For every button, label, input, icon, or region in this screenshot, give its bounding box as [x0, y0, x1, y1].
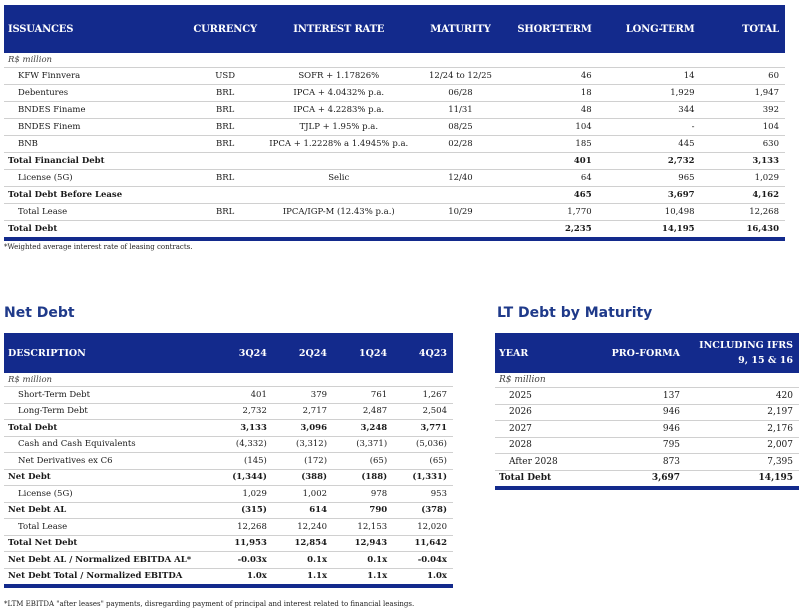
row-value: -0.04x [393, 552, 453, 569]
row-long-term: 2,732 [598, 153, 701, 170]
row-description: Cash and Cash Equivalents [4, 436, 212, 453]
row-description: Total Net Debt [4, 535, 212, 552]
row-value: 1.0x [212, 568, 273, 586]
row-interest-rate: IPCA + 4.2283% p.a. [260, 102, 418, 119]
row-year: 2027 [495, 421, 593, 438]
unit-label: R$ million [495, 373, 799, 388]
row-maturity [418, 221, 504, 240]
row-value: (65) [393, 453, 453, 470]
row-currency: USD [190, 68, 259, 85]
unit-row [4, 53, 785, 68]
lt-debt-header-row [495, 333, 799, 373]
lt-debt-title: LT Debt by Maturity [497, 305, 653, 321]
row-value: (1,344) [212, 469, 273, 486]
row-total: 1,029 [701, 170, 785, 187]
row-long-term: 1,929 [598, 85, 701, 102]
row-description: Net Debt AL [4, 502, 212, 519]
unit-label: R$ million [4, 53, 785, 68]
row-description: Net Debt AL / Normalized EBITDA AL* [4, 552, 212, 569]
row-short-term: 401 [503, 153, 597, 170]
row-currency [190, 187, 259, 204]
table-row [4, 85, 785, 102]
row-total: 12,268 [701, 204, 785, 221]
row-value: 12,020 [393, 519, 453, 536]
unit-label: R$ million [4, 373, 453, 387]
row-value: 1.1x [273, 568, 333, 586]
table-row [4, 136, 785, 153]
lt-debt-table [495, 333, 799, 490]
unit-row [495, 373, 799, 388]
row-value: 1,267 [393, 387, 453, 404]
row-interest-rate: IPCA + 1.2228% a 1.4945% p.a. [260, 136, 418, 153]
table-row [4, 204, 785, 221]
row-pro-forma: 795 [593, 437, 686, 454]
row-description: Long-Term Debt [4, 403, 212, 420]
issuances-footnote: *Weighted average interest rate of leasing contracts. [4, 243, 193, 251]
table-row [4, 486, 453, 503]
row-description: Total Debt Before Lease [4, 187, 190, 204]
row-value: 11,953 [212, 535, 273, 552]
row-pro-forma: 3,697 [593, 470, 686, 488]
row-value: (3,371) [333, 436, 393, 453]
row-total: 3,133 [701, 153, 785, 170]
row-interest-rate: IPCA + 4.0432% p.a. [260, 85, 418, 102]
row-description: Debentures [4, 85, 190, 102]
row-year: 2026 [495, 404, 593, 421]
row-value: 2,504 [393, 403, 453, 420]
row-value: 1,002 [273, 486, 333, 503]
row-including-ifrs: 7,395 [686, 454, 799, 471]
row-short-term: 2,235 [503, 221, 597, 240]
row-including-ifrs: 420 [686, 388, 799, 405]
row-value: -0.03x [212, 552, 273, 569]
row-year: Total Debt [495, 470, 593, 488]
row-value: 401 [212, 387, 273, 404]
row-value: 12,153 [333, 519, 393, 536]
row-interest-rate: TJLP + 1.95% p.a. [260, 119, 418, 136]
row-description: Net Derivatives ex C6 [4, 453, 212, 470]
row-description: License (5G) [4, 486, 212, 503]
row-description: BNB [4, 136, 190, 153]
header-3q24: 3Q24 [238, 347, 267, 359]
row-interest-rate: SOFR + 1.17826% [260, 68, 418, 85]
row-total: 16,430 [701, 221, 785, 240]
row-currency: BRL [190, 170, 259, 187]
row-short-term: 64 [503, 170, 597, 187]
row-value: 761 [333, 387, 393, 404]
net-debt-footnote: *LTM EBITDA "after leases" payments, disregarding payment of principal and interest related to financial leasings. [4, 600, 415, 608]
row-description: Total Debt [4, 420, 212, 437]
row-pro-forma: 946 [593, 404, 686, 421]
row-long-term: - [598, 119, 701, 136]
net-debt-title: Net Debt [4, 305, 75, 321]
row-year: 2028 [495, 437, 593, 454]
row-total: 60 [701, 68, 785, 85]
row-long-term: 10,498 [598, 204, 701, 221]
row-short-term: 46 [503, 68, 597, 85]
header-long-term: LONG-TERM [625, 23, 695, 35]
table-row [495, 470, 799, 488]
row-interest-rate [260, 221, 418, 240]
row-value: 614 [273, 502, 333, 519]
header-pro-forma: PRO-FORMA [611, 347, 681, 359]
table-row [4, 519, 453, 536]
row-value: (4,332) [212, 436, 273, 453]
row-short-term: 1,770 [503, 204, 597, 221]
row-including-ifrs: 2,007 [686, 437, 799, 454]
row-short-term: 48 [503, 102, 597, 119]
row-currency: BRL [190, 102, 259, 119]
row-description: Total Financial Debt [4, 153, 190, 170]
row-total: 104 [701, 119, 785, 136]
table-row [495, 454, 799, 471]
row-value: (172) [273, 453, 333, 470]
row-currency: BRL [190, 119, 259, 136]
row-maturity: 08/25 [418, 119, 504, 136]
row-value: 379 [273, 387, 333, 404]
row-description: Net Debt [4, 469, 212, 486]
row-maturity: 02/28 [418, 136, 504, 153]
row-short-term: 185 [503, 136, 597, 153]
row-value: 3,096 [273, 420, 333, 437]
header-year: YEAR [499, 347, 529, 359]
table-row [4, 187, 785, 204]
row-currency: BRL [190, 204, 259, 221]
row-value: (378) [393, 502, 453, 519]
table-row [4, 387, 453, 404]
table-row [4, 502, 453, 519]
table-row [4, 436, 453, 453]
row-including-ifrs: 2,176 [686, 421, 799, 438]
header-issuances: ISSUANCES [8, 23, 74, 35]
row-total: 1,947 [701, 85, 785, 102]
row-value: (388) [273, 469, 333, 486]
row-value: 12,943 [333, 535, 393, 552]
row-value: 790 [333, 502, 393, 519]
row-value: 953 [393, 486, 453, 503]
issuances-header-row [4, 5, 785, 53]
row-long-term: 965 [598, 170, 701, 187]
row-maturity: 10/29 [418, 204, 504, 221]
table-row [4, 420, 453, 437]
table-row [495, 437, 799, 454]
row-year: After 2028 [495, 454, 593, 471]
header-1q24: 1Q24 [359, 347, 388, 359]
table-row [4, 119, 785, 136]
row-short-term: 465 [503, 187, 597, 204]
row-long-term: 14 [598, 68, 701, 85]
row-description: Short-Term Debt [4, 387, 212, 404]
row-interest-rate: Selic [260, 170, 418, 187]
row-value: (145) [212, 453, 273, 470]
row-value: 0.1x [333, 552, 393, 569]
row-maturity [418, 153, 504, 170]
net-debt-header-row [4, 333, 453, 373]
row-value: 1.1x [333, 568, 393, 586]
row-description: KFW Finnvera [4, 68, 190, 85]
header-including-ifrs: INCLUDING IFRS 9, 15 & 16 [699, 340, 793, 366]
table-row [495, 388, 799, 405]
row-value: 12,268 [212, 519, 273, 536]
row-description: Total Debt [4, 221, 190, 240]
row-currency [190, 221, 259, 240]
row-value: 3,771 [393, 420, 453, 437]
row-value: 2,487 [333, 403, 393, 420]
row-value: 12,854 [273, 535, 333, 552]
unit-row [4, 373, 453, 387]
row-total: 392 [701, 102, 785, 119]
row-value: 11,642 [393, 535, 453, 552]
row-value: (3,312) [273, 436, 333, 453]
row-year: 2025 [495, 388, 593, 405]
row-including-ifrs: 14,195 [686, 470, 799, 488]
row-total: 4,162 [701, 187, 785, 204]
row-total: 630 [701, 136, 785, 153]
row-pro-forma: 137 [593, 388, 686, 405]
row-value: (5,036) [393, 436, 453, 453]
row-interest-rate [260, 187, 418, 204]
table-row [4, 453, 453, 470]
row-value: 2,717 [273, 403, 333, 420]
header-short-term: SHORT-TERM [517, 23, 592, 35]
row-long-term: 445 [598, 136, 701, 153]
row-description: BNDES Finem [4, 119, 190, 136]
table-row [4, 552, 453, 569]
table-row [4, 568, 453, 586]
row-currency [190, 153, 259, 170]
row-value: 1,029 [212, 486, 273, 503]
row-maturity: 11/31 [418, 102, 504, 119]
row-long-term: 14,195 [598, 221, 701, 240]
row-long-term: 344 [598, 102, 701, 119]
row-currency: BRL [190, 85, 259, 102]
row-value: (1,331) [393, 469, 453, 486]
net-debt-table [4, 333, 453, 588]
row-maturity: 12/24 to 12/25 [418, 68, 504, 85]
row-maturity: 06/28 [418, 85, 504, 102]
table-row [495, 421, 799, 438]
row-value: 12,240 [273, 519, 333, 536]
row-short-term: 104 [503, 119, 597, 136]
table-row [495, 404, 799, 421]
table-row [4, 469, 453, 486]
table-row [4, 535, 453, 552]
header-2q24: 2Q24 [298, 347, 328, 359]
header-description: DESCRIPTION [8, 347, 86, 359]
table-row [4, 153, 785, 170]
row-currency: BRL [190, 136, 259, 153]
row-maturity [418, 187, 504, 204]
table-row [4, 403, 453, 420]
row-value: 3,133 [212, 420, 273, 437]
row-long-term: 3,697 [598, 187, 701, 204]
header-maturity: MATURITY [430, 23, 491, 35]
header-4q23: 4Q23 [418, 347, 447, 359]
row-value: 3,248 [333, 420, 393, 437]
row-value: (315) [212, 502, 273, 519]
row-including-ifrs: 2,197 [686, 404, 799, 421]
table-row [4, 221, 785, 240]
header-currency: CURRENCY [193, 23, 257, 35]
row-value: 0.1x [273, 552, 333, 569]
row-value: 1.0x [393, 568, 453, 586]
row-interest-rate: IPCA/IGP-M (12.43% p.a.) [260, 204, 418, 221]
row-pro-forma: 946 [593, 421, 686, 438]
row-description: License (5G) [4, 170, 190, 187]
issuances-table [4, 5, 785, 241]
row-interest-rate [260, 153, 418, 170]
row-maturity: 12/40 [418, 170, 504, 187]
row-pro-forma: 873 [593, 454, 686, 471]
table-row [4, 68, 785, 85]
row-description: Net Debt Total / Normalized EBITDA [4, 568, 212, 586]
row-value: 2,732 [212, 403, 273, 420]
table-row [4, 170, 785, 187]
table-row [4, 102, 785, 119]
header-total: TOTAL [742, 23, 779, 35]
row-value: (188) [333, 469, 393, 486]
row-description: Total Lease [4, 519, 212, 536]
row-short-term: 18 [503, 85, 597, 102]
row-description: Total Lease [4, 204, 190, 221]
row-value: (65) [333, 453, 393, 470]
header-interest-rate: INTEREST RATE [293, 23, 385, 35]
row-value: 978 [333, 486, 393, 503]
row-description: BNDES Finame [4, 102, 190, 119]
